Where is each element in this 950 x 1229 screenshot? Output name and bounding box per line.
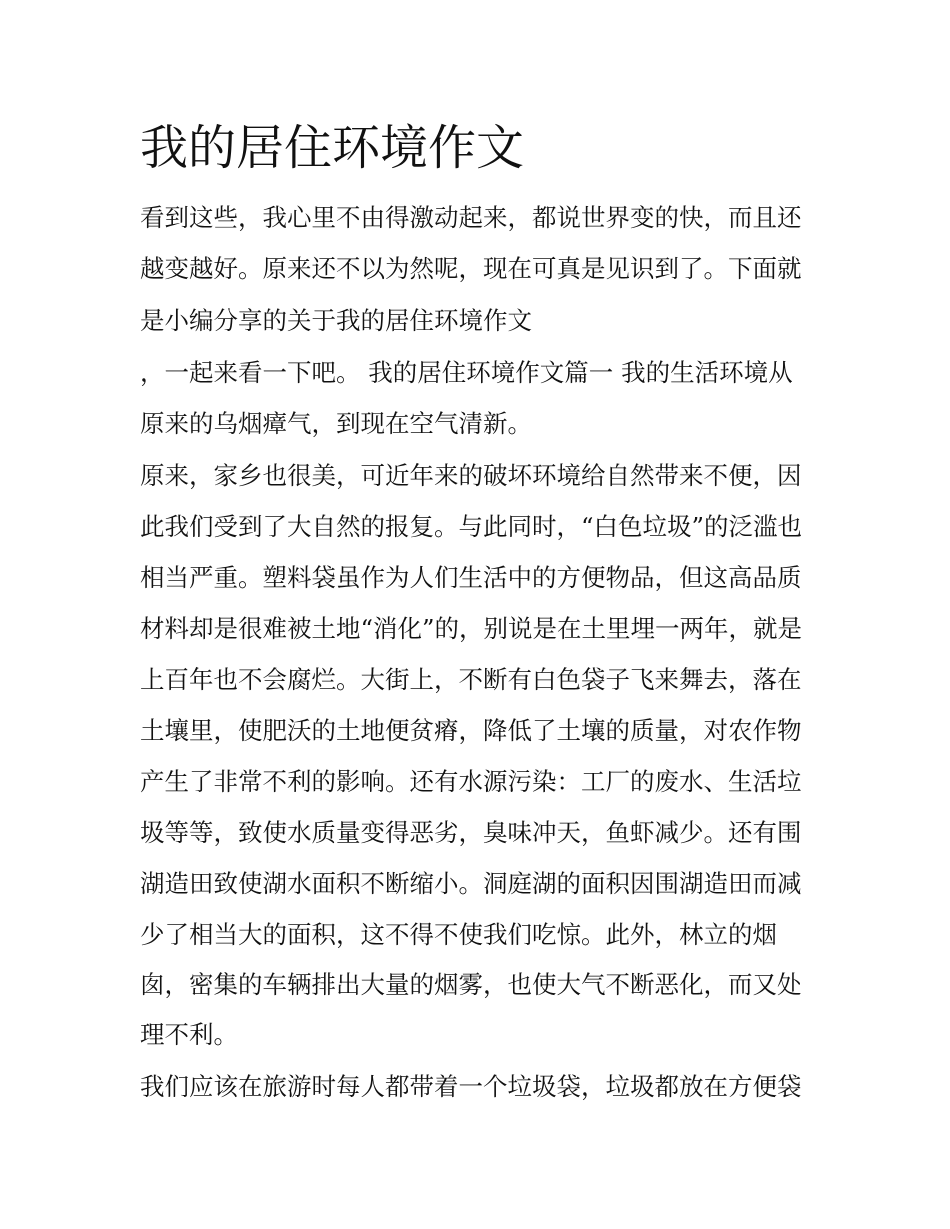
paragraph-line: 我们应该在旅游时每人都带着一个垃圾袋，垃圾都放在方便袋 [140, 1072, 802, 1101]
paragraph-line: 理不利。 [140, 1020, 238, 1049]
paragraph-line: 囱，密集的车辆排出大量的烟雾，也使大气不断恶化，而又处 [140, 970, 802, 999]
paragraph-line: 少了相当大的面积，这不得不使我们吃惊。此外，林立的烟 [140, 920, 777, 949]
paragraph-line: 此我们受到了大自然的报复。与此同时，“白色垃圾”的泛滥也 [140, 512, 803, 541]
paragraph-line: 原来的乌烟瘴气，到现在空气清新。 [140, 409, 532, 438]
paragraph-line: 相当严重。塑料袋虽作为人们生活中的方便物品，但这高品质 [140, 563, 802, 592]
paragraph-line: 上百年也不会腐烂。大街上，不断有白色袋子飞来舞去，落在 [140, 665, 802, 694]
paragraph-line: 湖造田致使湖水面积不断缩小。洞庭湖的面积因围湖造田而减 [140, 869, 802, 898]
paragraph-line: 看到这些，我心里不由得激动起来，都说世界变的快，而且还 [140, 203, 802, 232]
paragraph-line: 圾等等，致使水质量变得恶劣，臭味冲天，鱼虾减少。还有围 [140, 818, 802, 847]
paragraph-line: 产生了非常不利的影响。还有水源污染：工厂的废水、生活垃 [140, 767, 802, 796]
paragraph-line: 原来，家乡也很美，可近年来的破坏环境给自然带来不便，因 [140, 461, 802, 490]
paragraph-line: 是小编分享的关于我的居住环境作文 [140, 306, 532, 335]
paragraph-line: ，一起来看一下吧。 我的居住环境作文篇一 我的生活环境从 [140, 358, 793, 387]
paragraph-line: 材料却是很难被土地“消化”的，别说是在土里埋一两年，就是 [140, 614, 803, 643]
paragraph-line: 土壤里，使肥沃的土地便贫瘠，降低了土壤的质量，对农作物 [140, 716, 802, 745]
paragraph-line: 越变越好。原来还不以为然呢，现在可真是见识到了。下面就 [140, 254, 802, 283]
document-title: 我的居住环境作文 [140, 120, 525, 176]
